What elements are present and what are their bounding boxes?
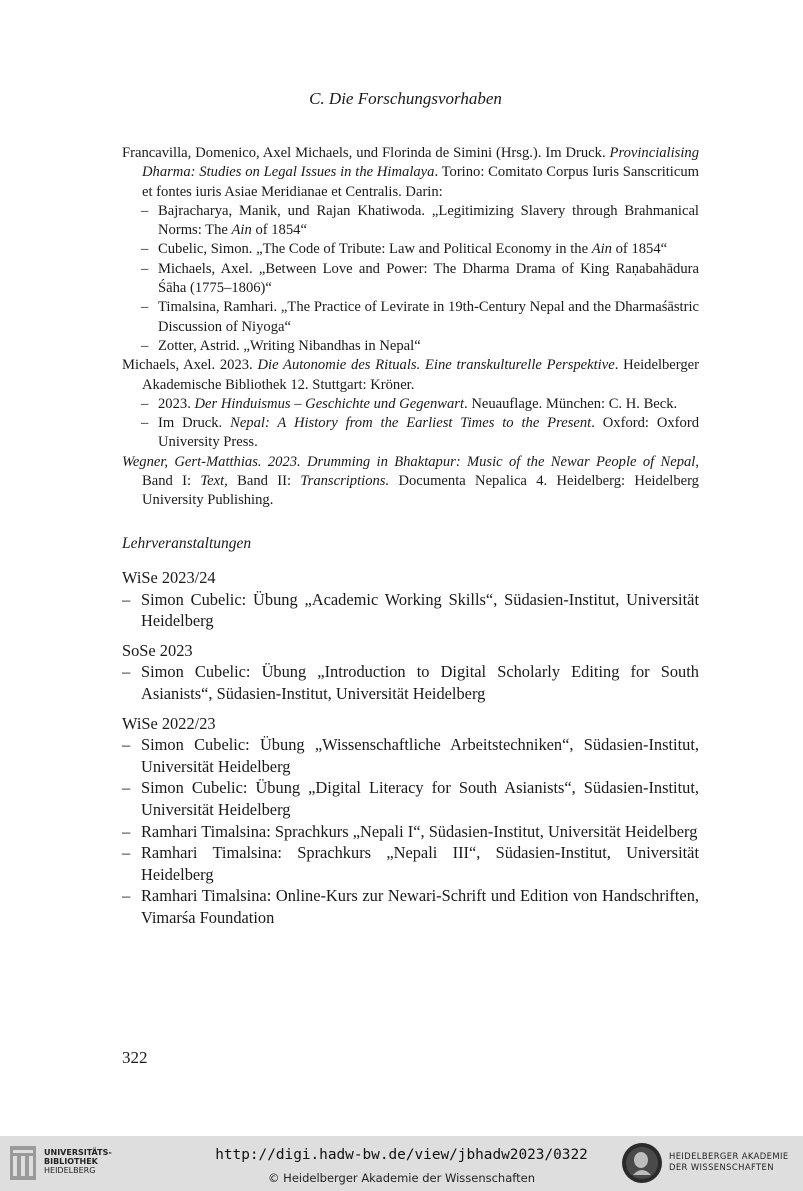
- bib-subentry: [122, 395, 699, 414]
- copyright-notice: © Heidelberger Akademie der Wissenschaften: [268, 1171, 535, 1185]
- bib-publisher: . Heidelberger Akademische Bibliothek 12. Stuttgart: Kröner.: [142, 357, 700, 393]
- bib-entry-michaels: [122, 356, 699, 395]
- dash-marker: –: [141, 299, 149, 316]
- dash-marker: –: [122, 821, 131, 841]
- semester-block: [122, 567, 699, 632]
- dash-marker: –: [141, 395, 149, 412]
- dash-marker: –: [141, 337, 149, 354]
- semester-block: [122, 640, 699, 705]
- dash-marker: –: [141, 415, 149, 432]
- course-item: [122, 734, 699, 777]
- subentry-title: Nepal: A History from the Earliest Times to the Present: [230, 415, 592, 432]
- dash-marker: –: [141, 260, 149, 277]
- subentry-title: Ain: [591, 241, 612, 258]
- course-item: [122, 777, 699, 820]
- dash-marker: –: [141, 202, 149, 219]
- subentry-text: Im Druck.: [158, 415, 231, 432]
- dash-marker: –: [122, 886, 131, 906]
- semester-label: WiSe 2023/24: [122, 568, 216, 587]
- dash-marker: –: [122, 589, 131, 609]
- course-item: [122, 589, 699, 632]
- semester-label: WiSe 2022/23: [122, 713, 216, 733]
- subentry-text: Cubelic, Simon. „The Code of Tribute: Law and Political Economy in the: [158, 241, 592, 258]
- course-text: Simon Cubelic: Übung „Wissenschaftliche Arbeitstechniken“, Südasien-Institut, Universität Heidelberg: [141, 735, 699, 776]
- bib-text: Band II:: [227, 473, 301, 490]
- bib-subentries: [122, 395, 699, 453]
- bib-entry-francavilla: [122, 144, 699, 202]
- subentry-text: Bajracharya, Manik, und Rajan Khatiwoda. „Legitimizing Slavery through Brahmanical Norms: The: [158, 202, 699, 239]
- bib-title: Provincialising Dharma: Studies on Legal Issues in the Himalaya: [142, 145, 699, 181]
- bib-text: , Band I:: [142, 453, 699, 490]
- bib-subentry: [122, 337, 699, 356]
- bib-entry-wegner: [122, 453, 699, 511]
- course-text: Ramhari Timalsina: Sprachkurs „Nepali I“, Südasien-Institut, Universität Heidelberg: [141, 821, 698, 841]
- semester-block: [122, 713, 699, 929]
- ub-line: BIBLIOTHEK: [44, 1157, 98, 1166]
- subentry-text: of 1854“: [611, 241, 668, 258]
- academy-line: HEIDELBERGER AKADEMIE: [669, 1151, 789, 1161]
- bibliography: [122, 144, 699, 511]
- dash-marker: –: [141, 241, 149, 258]
- page-number: 322: [122, 1048, 148, 1067]
- permalink-url[interactable]: http://digi.hadw-bw.de/view/jbhadw2023/0322: [215, 1147, 588, 1163]
- subentry-text: . Oxford: Oxford University Press.: [158, 415, 699, 451]
- dash-marker: –: [122, 778, 131, 798]
- bib-text: Documenta Nepalica 4. Heidelberg: Heidelberg University Publishing.: [142, 473, 699, 509]
- bib-subentry: [122, 240, 699, 259]
- course-item: [122, 885, 699, 928]
- bib-title: Die Autonomie des Rituals. Eine transkulturelle Perspektive: [257, 357, 615, 374]
- ub-line: HEIDELBERG: [44, 1166, 96, 1175]
- course-text: Ramhari Timalsina: Sprachkurs „Nepali III“, Südasien-Institut, Universität Heidelberg: [141, 843, 699, 884]
- subentry-title: Der Hinduismus – Geschichte und Gegenwart: [194, 395, 465, 412]
- course-text: Simon Cubelic: Übung „Introduction to Digital Scholarly Editing for South Asianists“, Südasien-Institut, Universität Heidelberg: [141, 662, 699, 703]
- subentry-text: Timalsina, Ramhari. „The Practice of Levirate in 19th-Century Nepal and the Dharmaśāstric Discussion of Niyoga“: [158, 299, 699, 335]
- subentry-title: Ain: [231, 222, 252, 239]
- subentry-text: Zotter, Astrid. „Writing Nibandhas in Nepal“: [158, 337, 421, 354]
- academy-medallion-logo-icon: [620, 1141, 664, 1185]
- ub-line: UNIVERSITÄTS-: [44, 1148, 112, 1157]
- dash-marker: –: [122, 735, 131, 755]
- subentry-text: . Neuauflage. München: C. H. Beck.: [464, 395, 678, 412]
- course-text: Simon Cubelic: Übung „Academic Working Skills“, Südasien-Institut, Universität Heidelberg: [141, 589, 699, 631]
- academy-line: DER WISSENSCHAFTEN: [669, 1162, 774, 1172]
- bib-title: Wegner, Gert-Matthias. 2023. Drumming in Bhaktapur: Music of the Newar People of Nepal: [122, 453, 696, 470]
- subentry-text: 2023.: [158, 395, 195, 412]
- bib-subentries: [122, 202, 699, 356]
- bib-authors: Michaels, Axel. 2023.: [122, 357, 258, 374]
- dash-marker: –: [122, 662, 131, 682]
- subentry-text: of 1854“: [251, 222, 307, 239]
- course-text: Simon Cubelic: Übung „Digital Literacy for South Asianists“, Südasien-Institut, Universität Heidelberg: [141, 778, 699, 819]
- semester-label: SoSe 2023: [122, 640, 193, 660]
- section-heading: Lehrveranstaltungen: [122, 535, 252, 552]
- running-header: C. Die Forschungsvorhaben: [309, 89, 502, 108]
- course-list: [122, 567, 699, 929]
- subentry-text: Michaels, Axel. „Between Love and Power: The Dharma Drama of King Raṇabahādura Śāha (1775–1806)“: [158, 260, 699, 297]
- bib-text: Transcriptions.: [300, 473, 390, 490]
- course-item: [122, 821, 699, 843]
- academy-name: [669, 1151, 789, 1173]
- bib-subentry: [122, 202, 699, 241]
- course-item: [122, 661, 699, 704]
- bib-subentry: [122, 298, 699, 337]
- bib-authors: Francavilla, Domenico, Axel Michaels, und Florinda de Simini (Hrsg.). Im Druck.: [122, 145, 610, 161]
- bib-subentry: [122, 414, 699, 453]
- course-text: Ramhari Timalsina: Online-Kurs zur Newari-Schrift und Edition von Handschriften, Vimarśa Foundation: [141, 886, 699, 927]
- course-item: [122, 842, 699, 885]
- bib-subentry: [122, 260, 699, 299]
- footer-bar: [0, 1136, 803, 1191]
- dash-marker: –: [122, 843, 131, 863]
- bib-text: Text,: [200, 473, 228, 490]
- bib-publisher: . Torino: Comitato Corpus Iuris Sanscriticum et fontes iuris Asiae Meridianae et Centralis. Darin:: [142, 164, 699, 200]
